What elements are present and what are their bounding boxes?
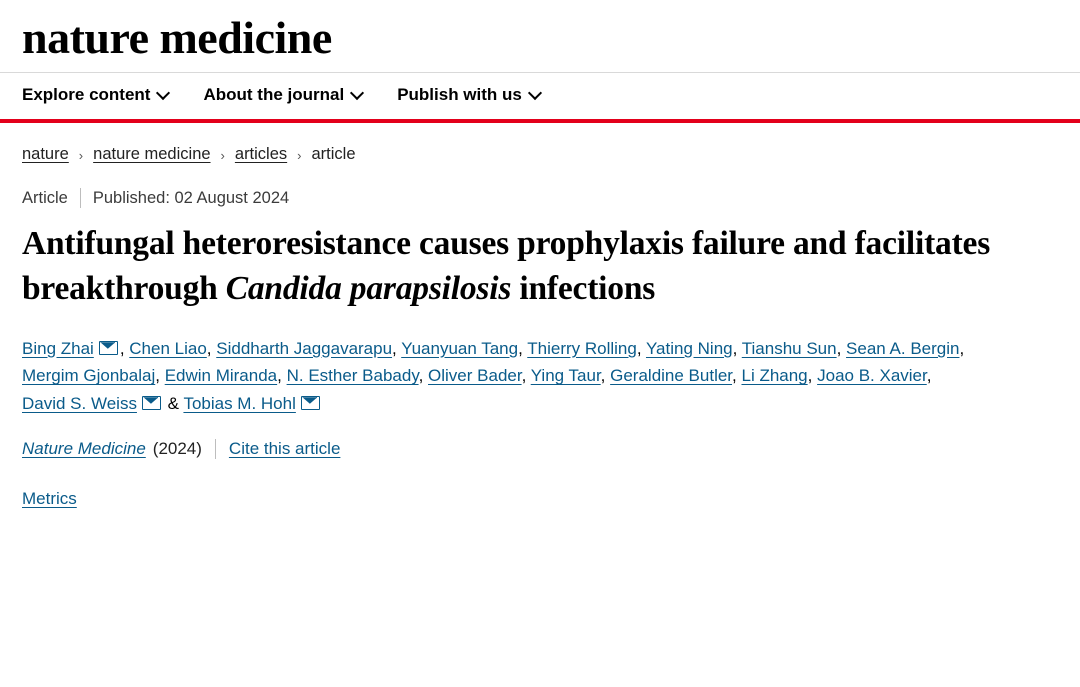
author-list bbox=[22, 335, 1022, 418]
author-link[interactable]: Thierry Rolling bbox=[527, 338, 637, 358]
author-separator: , bbox=[392, 338, 402, 358]
author-separator: , bbox=[836, 338, 847, 358]
author-link[interactable]: Joao B. Xavier bbox=[817, 366, 927, 386]
article-meta bbox=[22, 188, 1058, 208]
breadcrumb-separator-icon: › bbox=[297, 148, 302, 164]
author-link[interactable]: Bing Zhai bbox=[22, 338, 94, 358]
author-separator: , bbox=[732, 338, 742, 358]
author-link[interactable]: Tianshu Sun bbox=[741, 338, 837, 358]
breadcrumb bbox=[22, 145, 1058, 164]
title-part-two: infections bbox=[511, 269, 656, 307]
author-link[interactable]: Yuanyuan Tang bbox=[401, 338, 519, 358]
breadcrumb-separator-icon: › bbox=[78, 148, 84, 164]
email-icon[interactable] bbox=[301, 396, 320, 410]
masthead bbox=[0, 0, 1080, 72]
breadcrumb-current: article bbox=[311, 145, 356, 164]
author-separator: , bbox=[277, 366, 287, 386]
author-separator: , bbox=[206, 338, 217, 358]
author-link[interactable]: Mergim Gjonbalaj bbox=[22, 366, 156, 386]
author-link[interactable]: Yating Ning bbox=[645, 338, 733, 358]
author-separator: , bbox=[926, 366, 932, 386]
author-separator: , bbox=[959, 338, 965, 358]
metrics-link[interactable]: Metrics bbox=[22, 489, 77, 509]
nav-item-explore-content[interactable] bbox=[22, 85, 169, 105]
email-icon[interactable] bbox=[142, 396, 161, 410]
author-link[interactable]: Siddharth Jaggavarapu bbox=[216, 338, 393, 358]
author-separator: , bbox=[807, 366, 818, 386]
citation-divider bbox=[215, 439, 216, 459]
article-type: Article bbox=[22, 188, 68, 207]
author-link[interactable]: Sean A. Bergin bbox=[846, 338, 960, 358]
author-separator: , bbox=[732, 366, 742, 386]
author-link[interactable]: Geraldine Butler bbox=[610, 366, 733, 386]
title-part-one: Antifungal heteroresistance causes prophylaxis failure and facilitates breakthrough bbox=[22, 225, 991, 307]
author-separator: , bbox=[518, 338, 528, 358]
author-separator: , bbox=[600, 366, 611, 386]
author-link[interactable]: Chen Liao bbox=[129, 338, 207, 358]
author-link[interactable]: Edwin Miranda bbox=[164, 366, 278, 386]
author-link[interactable]: Tobias M. Hohl bbox=[183, 393, 296, 413]
author-separator: , bbox=[418, 366, 429, 386]
publication-year: (2024) bbox=[152, 439, 202, 459]
nav-item-label: Explore content bbox=[22, 85, 151, 105]
nav-item-publish-with-us[interactable] bbox=[397, 85, 541, 105]
author-separator: , bbox=[155, 366, 165, 386]
chevron-down-icon bbox=[530, 88, 541, 99]
meta-divider bbox=[80, 188, 81, 208]
author-link[interactable]: Li Zhang bbox=[741, 366, 808, 386]
author-separator: , bbox=[636, 338, 646, 358]
journal-logo[interactable]: nature medicine bbox=[22, 12, 332, 63]
author-separator: , bbox=[521, 366, 531, 386]
author-separator: & bbox=[162, 393, 184, 413]
cite-this-article-link[interactable]: Cite this article bbox=[228, 439, 341, 459]
nav-item-about-the-journal[interactable] bbox=[203, 85, 363, 105]
author-link[interactable]: David S. Weiss bbox=[22, 393, 137, 413]
main-navigation bbox=[0, 72, 1080, 123]
citation-line bbox=[22, 439, 1058, 459]
author-link[interactable]: N. Esther Babady bbox=[286, 366, 419, 386]
breadcrumb-link-articles[interactable]: articles bbox=[234, 145, 288, 164]
nav-item-label: Publish with us bbox=[397, 85, 522, 105]
page-title bbox=[22, 222, 1032, 310]
article-content bbox=[0, 123, 1080, 509]
author-link[interactable]: Oliver Bader bbox=[428, 366, 522, 386]
chevron-down-icon bbox=[352, 88, 363, 99]
title-species-name: Candida parapsilosis bbox=[225, 269, 512, 307]
breadcrumb-link-nature[interactable]: nature bbox=[22, 145, 69, 164]
nav-item-label: About the journal bbox=[203, 85, 345, 105]
author-separator: , bbox=[119, 338, 130, 358]
chevron-down-icon bbox=[158, 88, 169, 99]
article-published-date: Published: 02 August 2024 bbox=[92, 188, 290, 207]
author-link[interactable]: Ying Taur bbox=[530, 366, 601, 386]
breadcrumb-separator-icon: › bbox=[220, 148, 225, 164]
email-icon[interactable] bbox=[99, 341, 118, 355]
journal-name-link[interactable]: Nature Medicine bbox=[22, 439, 146, 459]
breadcrumb-link-nature-medicine[interactable]: nature medicine bbox=[93, 145, 211, 164]
